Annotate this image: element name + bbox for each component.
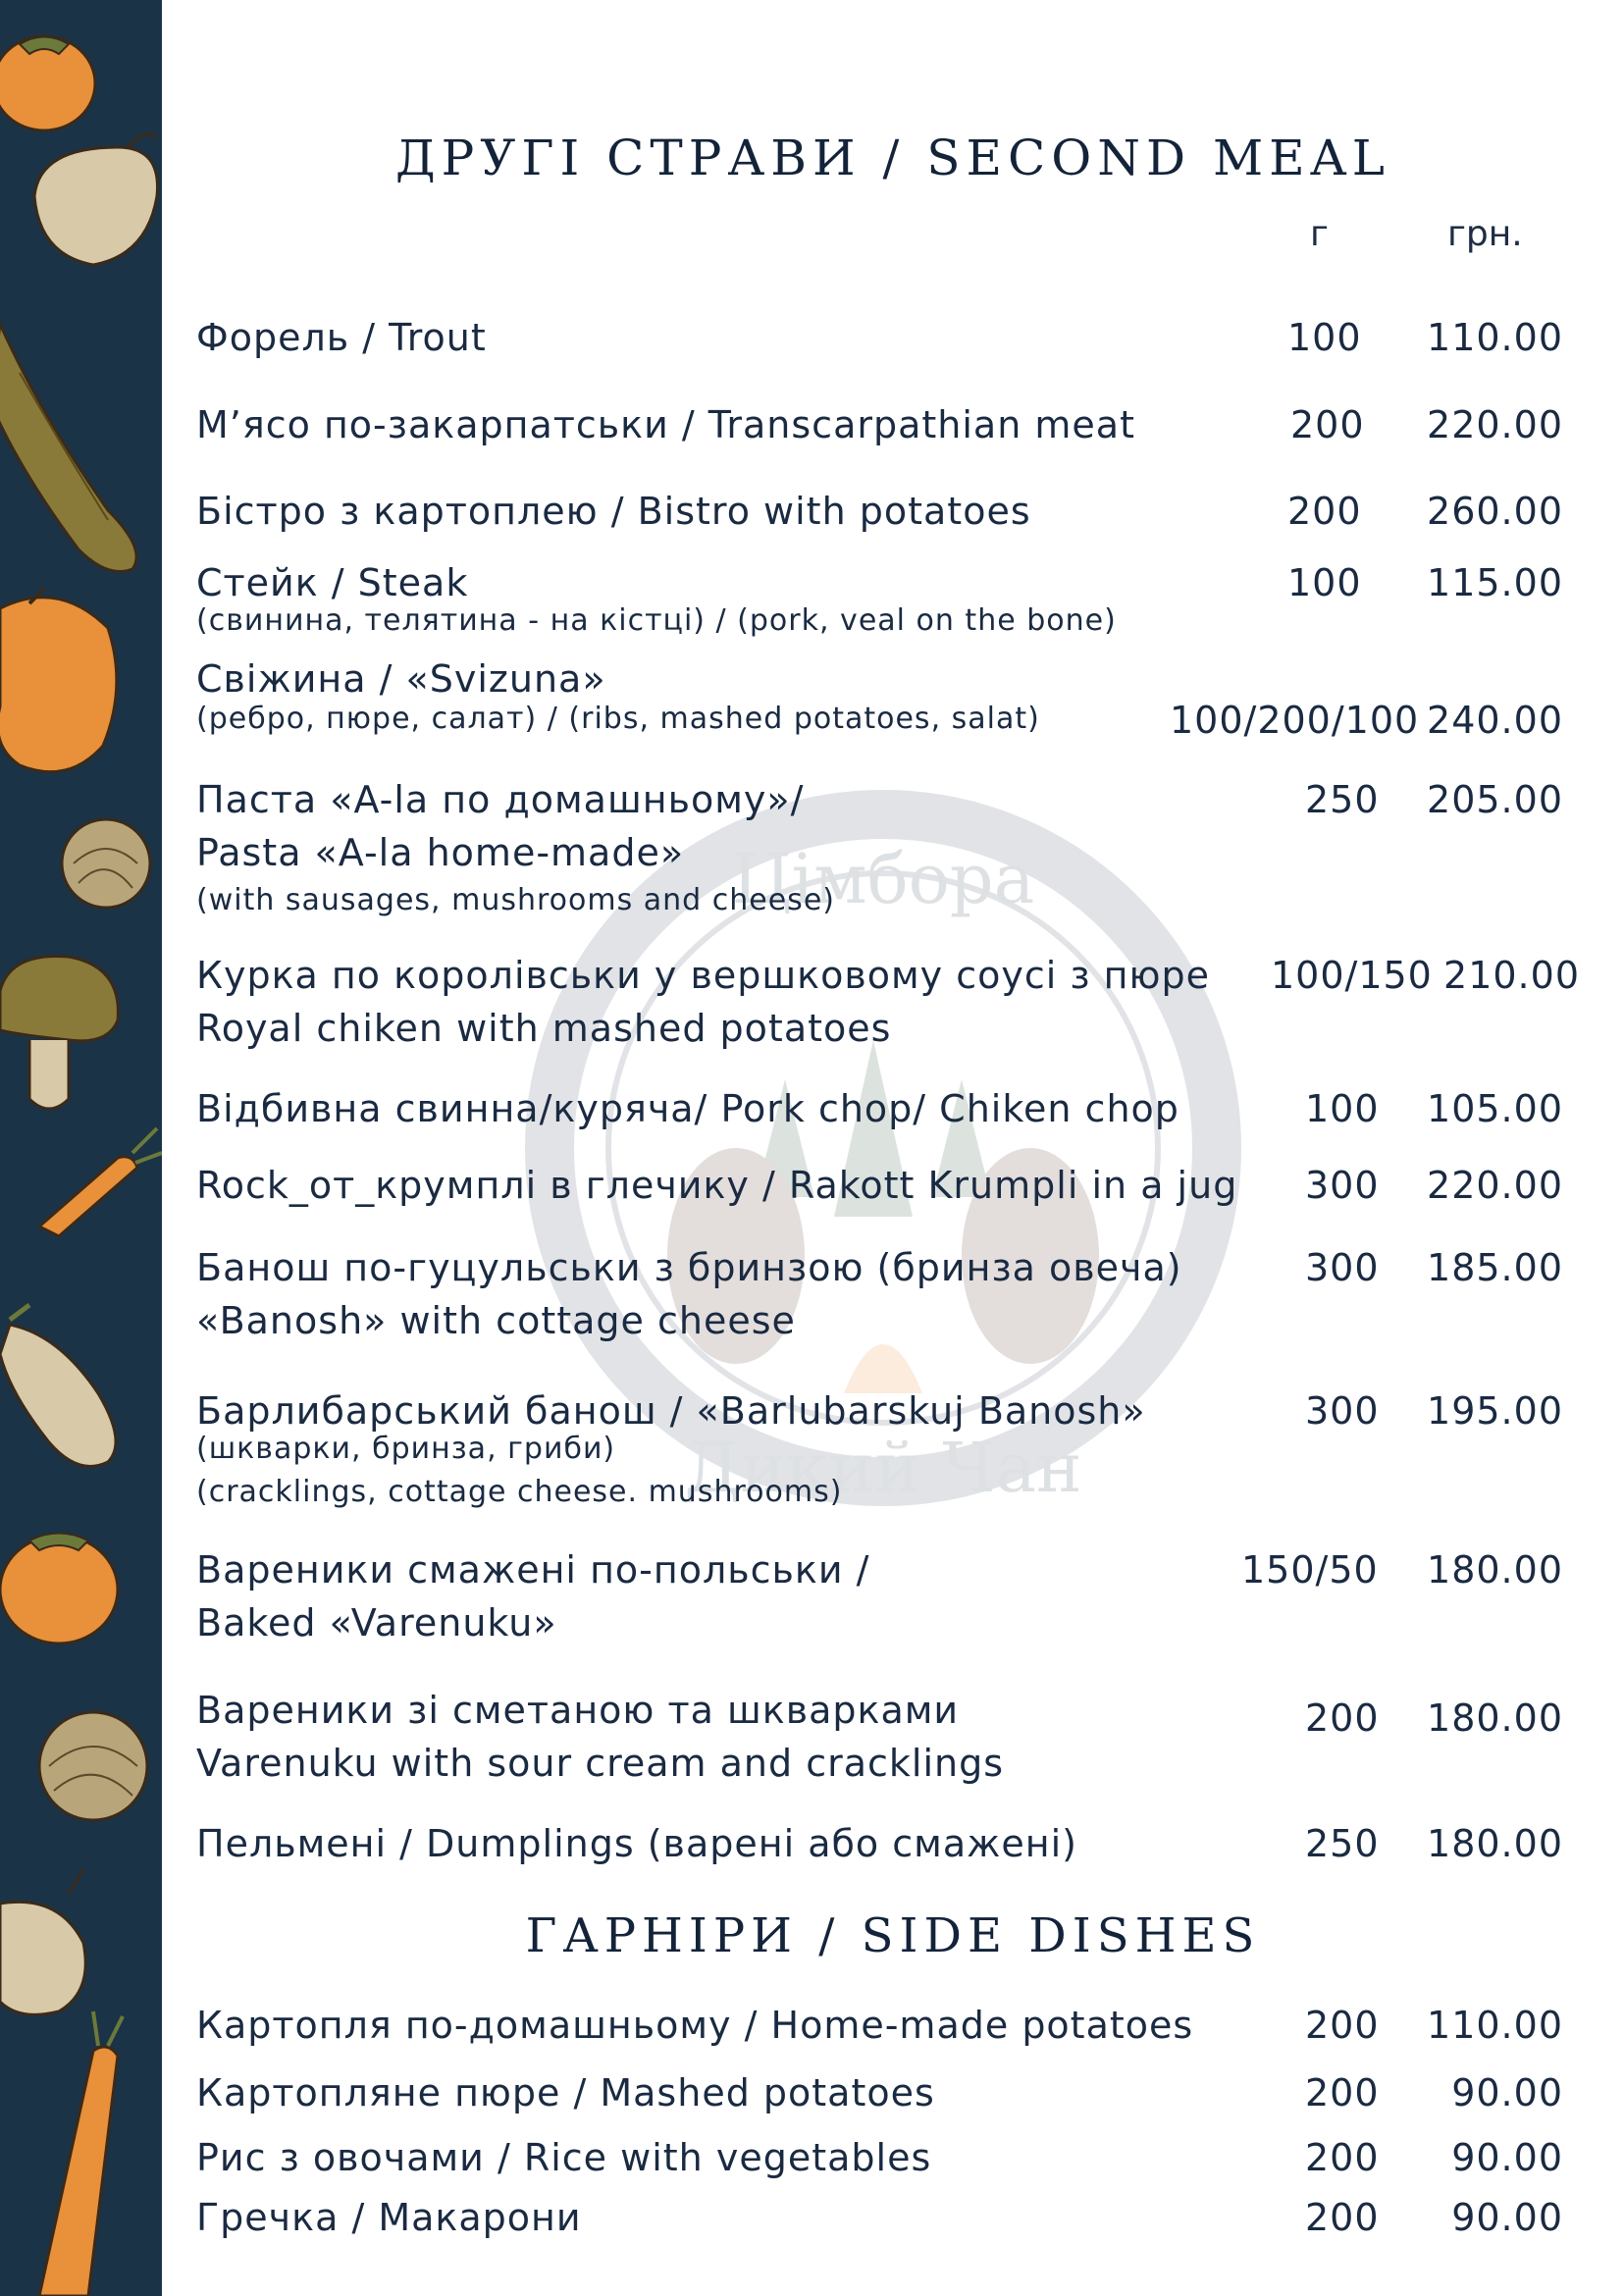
item-name: Картопляне пюре / Mashed potatoes [196, 2071, 935, 2114]
item-name: Барлибарський банош / «Barlubarskuj Banosh» [196, 1389, 1146, 1433]
item-price: 180.00 [1427, 1696, 1563, 1740]
item-name: Відбивна свинна/куряча/ Pork chop/ Chiken chop [196, 1087, 1179, 1130]
mushroom-icon [0, 956, 118, 1109]
item-name-secondary: Royal chiken with mashed potatoes [196, 1007, 892, 1050]
item-name: Форель / Trout [196, 316, 487, 359]
item-note: (ребро, пюре, салат) / (ribs, mashed potatoes, salat) [196, 702, 1040, 736]
menu-item [196, 1241, 1624, 1347]
item-name: Гречка / Макарони [196, 2196, 582, 2239]
cabbage-icon [62, 819, 150, 908]
vegetable-illustrations [0, 0, 162, 2296]
item-weight: 150/50 [1241, 1548, 1379, 1592]
zucchini-icon [0, 324, 136, 572]
item-note: (with sausages, mushrooms and cheese) [196, 883, 835, 917]
svg-text:Дикий Чан: Дикий Чан [684, 1428, 1082, 1508]
pepper-icon [0, 589, 117, 772]
item-note: (свинина, телятина - на кістці) / (pork, veal on the bone) [196, 603, 1117, 638]
item-price: 115.00 [1427, 561, 1563, 604]
item-name: Стейк / Steak [196, 561, 469, 604]
menu-item [196, 2066, 1624, 2119]
svg-text:Цімбора: Цімбора [731, 839, 1035, 919]
item-price: 90.00 [1451, 2071, 1563, 2114]
item-name: Свіжина / «Svizuna» [196, 657, 606, 701]
item-price: 195.00 [1427, 1389, 1563, 1433]
item-weight: 300 [1305, 1246, 1380, 1289]
item-weight: 100/150 [1271, 954, 1433, 997]
menu-item [196, 2191, 1624, 2244]
item-weight: 200 [1305, 2071, 1380, 2114]
item-price: 110.00 [1427, 2004, 1563, 2047]
item-price: 240.00 [1427, 699, 1563, 742]
carrot-icon [39, 1128, 162, 1236]
item-price: 180.00 [1427, 1822, 1563, 1865]
item-price: 260.00 [1427, 490, 1563, 533]
item-name-secondary: «Banosh» with cottage cheese [196, 1299, 796, 1342]
item-price: 105.00 [1427, 1087, 1563, 1130]
item-name: Курка по королівськи у вершковому соусі з пюре [196, 954, 1210, 997]
item-weight: 250 [1305, 1822, 1380, 1865]
item-weight: 200 [1305, 1696, 1380, 1740]
menu-item [196, 949, 1624, 1055]
item-weight: 200 [1305, 2196, 1380, 2239]
item-price: 210.00 [1443, 954, 1580, 997]
item-weight: 200 [1305, 2136, 1380, 2179]
menu-item [196, 652, 1624, 741]
menu-item [196, 2131, 1624, 2184]
menu-item [196, 398, 1624, 451]
item-name-secondary: Pasta «A-la home-made» [196, 831, 685, 874]
item-price: 90.00 [1451, 2136, 1563, 2179]
item-price: 205.00 [1427, 778, 1563, 821]
tomato-icon [0, 1534, 118, 1644]
item-name: Вареники зі сметаною та шкварками [196, 1689, 960, 1732]
carrot-icon [39, 2011, 123, 2296]
menu-item [196, 1384, 1624, 1514]
menu-item [196, 1999, 1624, 2052]
item-weight: 200 [1305, 2004, 1380, 2047]
weight-column-header: г [1310, 214, 1329, 254]
item-price: 220.00 [1427, 1164, 1563, 1207]
second-meal-title: ДРУГІ СТРАВИ / SECOND MEAL [394, 130, 1390, 186]
price-column-header: грн. [1447, 214, 1523, 254]
item-weight: 300 [1305, 1164, 1380, 1207]
menu-item [196, 485, 1624, 538]
item-name-secondary: Baked «Varenuku» [196, 1601, 557, 1644]
item-note-secondary: (cracklings, cottage cheese. mushrooms) [196, 1475, 843, 1509]
menu-item [196, 1543, 1624, 1649]
item-weight: 200 [1287, 490, 1362, 533]
item-price: 90.00 [1451, 2196, 1563, 2239]
menu-item [196, 1082, 1624, 1135]
item-name: Рис з овочами / Rice with vegetables [196, 2136, 932, 2179]
item-name: Банош по-гуцульськи з бринзою (бринза овеча) [196, 1246, 1182, 1289]
item-weight: 250 [1305, 778, 1380, 821]
menu-item [196, 311, 1624, 364]
item-price: 180.00 [1427, 1548, 1563, 1592]
item-note: (шкварки, бринза, гриби) [196, 1432, 616, 1466]
item-name: Rock_от_крумплі в глечику / Rakott Krumpli in a jug [196, 1164, 1238, 1207]
item-name: Пельмені / Dumplings (варені або смажені) [196, 1822, 1077, 1865]
menu-item [196, 773, 1624, 922]
item-weight: 100/200/100 [1170, 699, 1420, 742]
eggplant-icon [0, 1305, 116, 1467]
garlic-icon [0, 1869, 85, 2014]
item-price: 185.00 [1427, 1246, 1563, 1289]
side-dishes-title: ГАРНІРИ / SIDE DISHES [525, 1908, 1261, 1963]
decorative-vegetable-strip [0, 0, 162, 2296]
tomato-icon [0, 36, 95, 130]
menu-item [196, 1817, 1624, 1870]
item-name: Паста «A-la по домашньому»/ [196, 778, 805, 821]
item-price: 110.00 [1427, 316, 1563, 359]
item-name: Картопля по-домашньому / Home-made potatoes [196, 2004, 1194, 2047]
onion-icon [34, 134, 158, 265]
menu-item [196, 556, 1624, 643]
item-name: М’ясо по-закарпатськи / Transcarpathian meat [196, 403, 1135, 446]
item-name: Вареники смажені по-польськи / [196, 1548, 870, 1592]
item-name: Бістро з картоплею / Bistro with potatoes [196, 490, 1031, 533]
item-name-secondary: Varenuku with sour cream and cracklings [196, 1742, 1005, 1785]
item-price: 220.00 [1427, 403, 1563, 446]
item-weight: 100 [1287, 316, 1362, 359]
menu-item [196, 1684, 1624, 1790]
menu-item [196, 1159, 1624, 1212]
item-weight: 200 [1290, 403, 1365, 446]
cabbage-icon [39, 1712, 147, 1820]
item-weight: 300 [1305, 1389, 1380, 1433]
item-weight: 100 [1305, 1087, 1380, 1130]
item-weight: 100 [1287, 561, 1362, 604]
